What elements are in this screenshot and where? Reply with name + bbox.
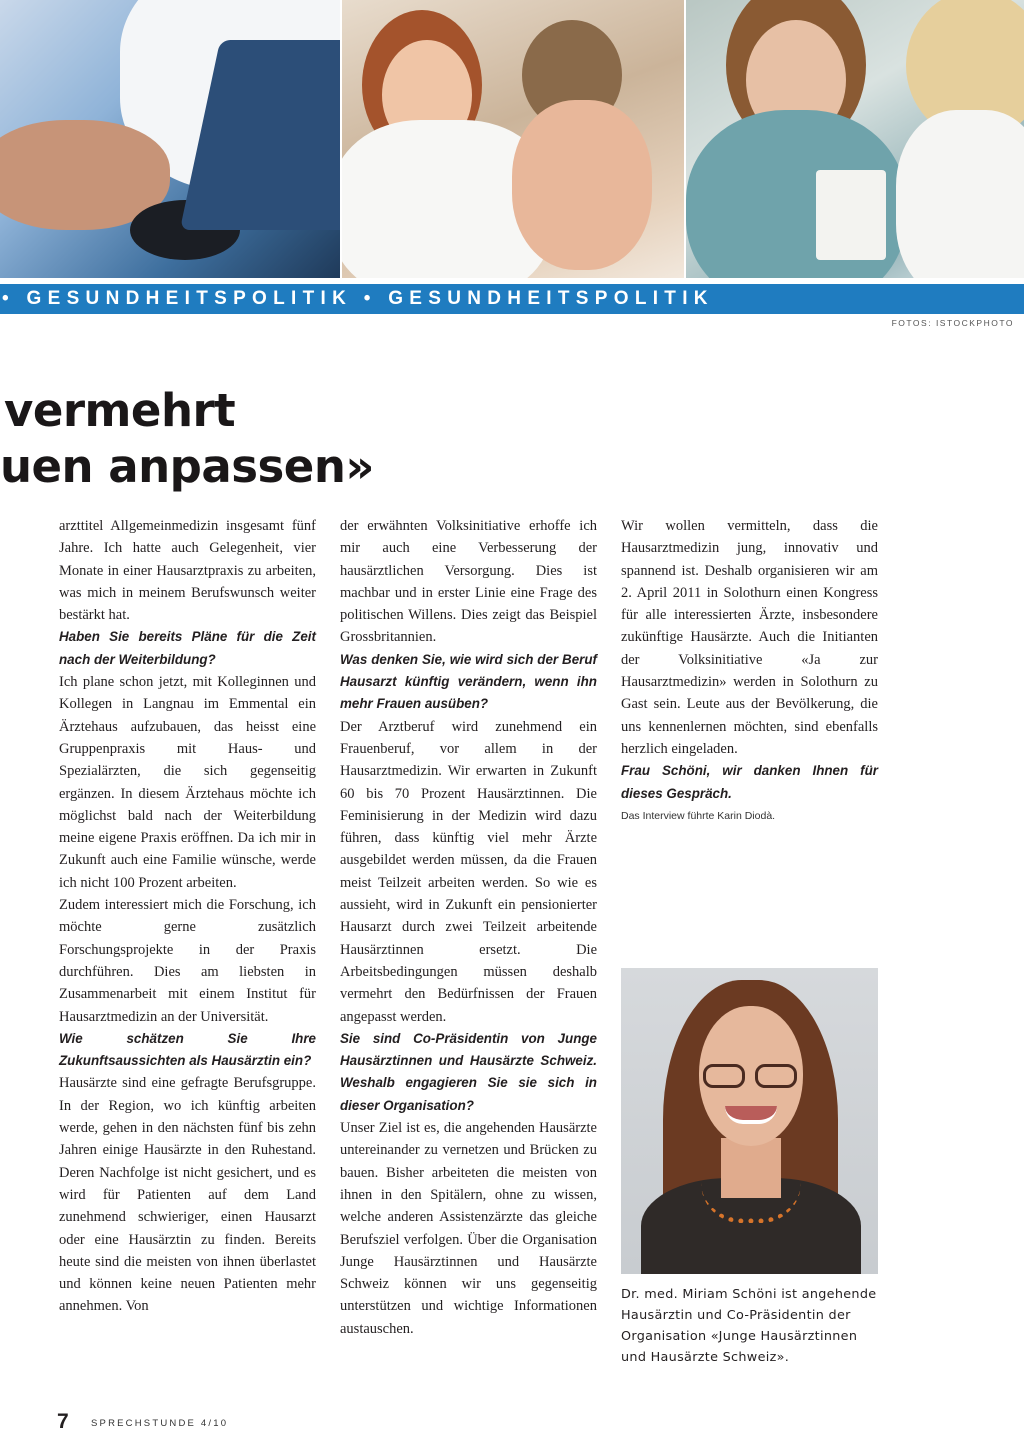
section-banner-text: • GESUNDHEITSPOLITIK • GESUNDHEITSPOLITIK (2, 288, 714, 309)
photo-doctor-child (340, 0, 684, 278)
interview-question: Sie sind Co-Präsidentin von Junge Hausärztinnen und Hausärzte Schweiz. Weshalb engagieren Sie sie sich in dieser Organisation? (340, 1030, 597, 1113)
interview-question: Was denken Sie, wie wird sich der Beruf Hausarzt künftig verändern, wenn ihn mehr Frauen ausüben? (340, 651, 597, 712)
paragraph: arzttitel Allgemeinmedizin insgesamt fünf Jahre. Ich hatte auch Gelegenheit, vier Monate in einer Hausarztpraxis zu arbeiten, was mich in meinem Berufswunsch weiter bestärkt hat. (59, 518, 316, 624)
headline-line-1: vermehrt (4, 384, 236, 437)
header-photos (0, 0, 1024, 278)
photo-doctor-computer (0, 0, 340, 278)
text-column-3 (621, 515, 878, 827)
section-banner (0, 284, 1024, 314)
interview-question: Haben Sie bereits Pläne für die Zeit nach der Weiterbildung? (59, 629, 316, 667)
paragraph: Der Arztberuf wird zunehmend ein Frauenberuf, vor allem in der Hausarztmedizin. Wir erwarten in Zukunft 60 bis 70 Prozent Hausärztinnen. Die Feminisierung in der Medizin wird dazu führen, dass künftig viel mehr Ärzte ausgebildet werden müssen, da die Frauen meist Teilzeit arbeiten werden. So wie es aussieht, wird in Zukunft ein pensionierter Hausarzt durch zwei Teilzeit arbeitende Hausärztinnen ersetzt. Die Arbeitsbedingungen müssen deshalb vermehrt den Bedürfnissen der Frauen angepasst werden. (340, 718, 597, 1025)
portrait-photo (621, 968, 878, 1274)
paragraph: Ich plane schon jetzt, mit Kolleginnen und Kollegen in Langnau im Emmental ein Ärztehaus aufzubauen, das heisst eine Gruppenpraxis mit Haus- und Spezialärzten, die sich gegenseitig ergänzen. In diesem Ärztehaus möchte ich möglichst bald nach der Weiterbildung meine eigene Praxis eröffnen. Da ich mir in Zukunft auch eine Familie wünsche, werde ich nicht 100 Prozent arbeiten. (59, 674, 316, 891)
headline (0, 383, 1024, 495)
paragraph: Wir wollen vermitteln, dass die Hausarztmedizin jung, innovativ und spannend ist. Deshalb organisieren wir am 2. April 2011 in Solothurn einen Kongress für alle interessierten Ärzte, insbesondere zukünftige Hausärzte. Auch die Initianten der Volksinitiative «Ja zur Hausarztmedizin» werden in Solothurn zu Gast sein. Leute aus der Bevölkerung, die uns kennenlernen möchten, sind ebenfalls herzlich eingeladen. (621, 518, 878, 757)
text-column-1 (59, 515, 316, 1318)
photo-credit: FOTOS: ISTOCKPHOTO (891, 318, 1014, 328)
paragraph: Hausärzte sind eine gefragte Berufsgruppe. In der Region, wo ich künftig arbeiten werde, gehen in den nächsten fünf bis zehn Jahren einige Hausärzte in den Ruhestand. Deren Nachfolge ist nicht gesichert, und es wird für Patienten auf dem Land zunehmend schwieriger, einen Hausarzt oder eine Hausärztin zu finden. Bereits heute sind die meisten von ihnen überlastet und können keine neuen Patienten mehr annehmen. Von (59, 1075, 316, 1315)
paragraph: der erwähnten Volksinitiative erhoffe ich mir auch eine Verbesserung der hausärztlichen Versorgung. Dies ist machbar und in erster Linie eine Frage des politischen Willens. Dies zeigt das Beispiel Grossbritannien. (340, 518, 597, 646)
portrait-caption: Dr. med. Miriam Schöni ist angehende Hausärztin und Co-Präsidentin der Organisation «Junge Hausärztinnen und Hausärzte Schweiz». (621, 1287, 877, 1365)
headline-line-2: uen anpassen» (0, 440, 374, 493)
paragraph: Unser Ziel ist es, die angehenden Hausärzte untereinander zu vernetzen und Brücken zu bauen. Bisher arbeiteten die meisten von ihnen in den Spitälern, ohne zu wissen, welche anderen Assistenzärzte das gleiche Berufsziel verfolgen. Über die Organisation Junge Hausärztinnen und Hausärzte Schweiz können wir uns gegenseitig unterstützen und wichtige Informationen austauschen. (340, 1120, 597, 1337)
interview-credit: Das Interview führte Karin Diodà. (621, 809, 776, 822)
magazine-name: SPRECHSTUNDE 4/10 (91, 1418, 229, 1429)
paragraph: Zudem interessiert mich die Forschung, ich möchte gerne zusätzlich Forschungsprojekte in der Praxis durchführen. Dies am liebsten in Zusammenarbeit mit einem Institut für Hausarztmedizin an der Universität. (59, 897, 316, 1025)
page-number: 7 (57, 1410, 69, 1433)
photo-patient-consultation (684, 0, 1024, 278)
interview-question: Frau Schöni, wir danken Ihnen für dieses Gespräch. (621, 763, 878, 801)
interview-question: Wie schätzen Sie Ihre Zukunftsaussichten als Hausärztin ein? (59, 1030, 316, 1069)
text-column-2 (340, 515, 597, 1340)
